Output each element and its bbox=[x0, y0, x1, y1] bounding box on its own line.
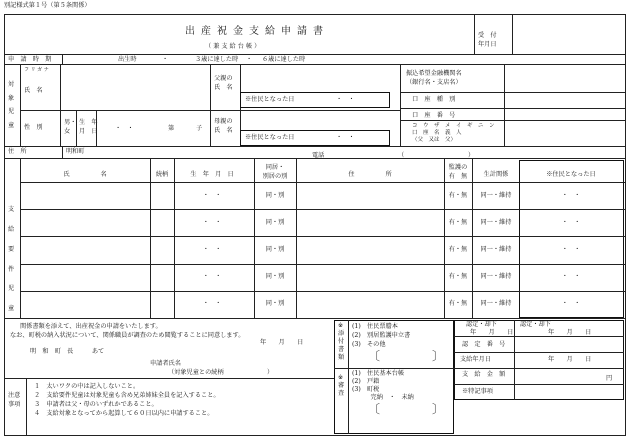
resident-date-column bbox=[519, 160, 624, 318]
row-support[interactable]: 同一・維持 bbox=[480, 273, 512, 281]
col-cohabit: 同居・ 別居の別 bbox=[262, 164, 288, 180]
form-number: 別記様式第１号（第５条関係） bbox=[4, 2, 91, 9]
review-label: ※ 審 査 bbox=[338, 374, 345, 398]
child-name-label: 氏 名 bbox=[24, 87, 43, 94]
row-cohabit[interactable]: 同・別 bbox=[265, 300, 285, 308]
special-notes-label: ※特記事項 bbox=[462, 388, 493, 395]
age6-label: ６歳に達した時 bbox=[262, 56, 306, 63]
mother-name-label: 母親の 氏 名 bbox=[214, 118, 233, 135]
declaration-text-1: 関係書類を添えて、出産祝金の申請をいたします。 bbox=[20, 323, 162, 330]
form-title: 出産祝金支給申請書 bbox=[185, 26, 329, 37]
row-support[interactable]: 同一・維持 bbox=[480, 246, 512, 253]
note-1: １ 太いワクの中は記入しないこと。 bbox=[34, 383, 140, 390]
declaration-date: 年 月 日 bbox=[260, 339, 304, 346]
bank-name-label: 振込希望金融機関名 （銀行名・支店名） bbox=[406, 70, 462, 86]
row-custody[interactable]: 有・無 bbox=[448, 300, 468, 308]
row-cohabit[interactable]: 同・別 bbox=[265, 191, 285, 199]
applicant-name-label: 申請者氏名 bbox=[150, 360, 181, 367]
row-birth: ・ ・ bbox=[202, 273, 222, 281]
row-cohabit[interactable]: 同・別 bbox=[265, 273, 285, 281]
row-support[interactable]: 同一・維持 bbox=[480, 300, 512, 308]
applicant-relation: （対象児童との続柄 ） bbox=[168, 369, 274, 376]
pay-date-label: 支給年月日 bbox=[460, 356, 491, 363]
eligible-children-label: 支 給 要 件 児 童 bbox=[8, 206, 15, 313]
row-support[interactable]: 同一・維持 bbox=[480, 191, 512, 199]
cert-no-label: 認 定 番 号 bbox=[462, 341, 506, 348]
received-date-label: 受 付 年月日 bbox=[478, 32, 497, 48]
phone-label: 電話 bbox=[312, 152, 325, 159]
row-birth: ・ ・ bbox=[202, 218, 222, 226]
row-resident: ・ ・ bbox=[561, 273, 581, 281]
notes-label: 注意 事項 bbox=[8, 392, 21, 408]
col-birth: 生 年 月 日 bbox=[190, 171, 234, 178]
row-birth: ・ ・ bbox=[202, 191, 222, 199]
row-cohabit[interactable]: 同・別 bbox=[265, 218, 285, 226]
account-number-label: 口 座 番 号 bbox=[412, 112, 456, 119]
attachments-label: ※ 添 付 書 類 bbox=[338, 322, 345, 362]
col-name: 氏 名 bbox=[63, 171, 107, 178]
col-support: 生計関係 bbox=[483, 171, 509, 178]
age3-label: ３歳に達した時 bbox=[195, 56, 239, 63]
col-custody: 監護の 有 無 bbox=[448, 164, 468, 180]
male-female-option[interactable]: 男・ 女 bbox=[64, 119, 77, 136]
form-subtitle: （兼支給台帳） bbox=[205, 43, 263, 50]
birthdate-label: 生 年 月 日 bbox=[79, 119, 98, 136]
row-custody[interactable]: 有・無 bbox=[448, 273, 468, 281]
row-custody[interactable]: 有・無 bbox=[448, 246, 468, 253]
row-support[interactable]: 同一・維持 bbox=[480, 218, 512, 226]
declaration-text-2: なお、町税の納入状況について、関係職員が調査のため閲覧することに同意します。 bbox=[10, 332, 245, 339]
note-4: ４ 支給対象となってから起算して６０日以内に申請すること。 bbox=[34, 410, 214, 417]
application-time-label: 申 請 時 期 bbox=[8, 56, 52, 63]
row-resident: ・ ・ bbox=[561, 246, 581, 253]
note-3: ３ 申請者は父・母のいずれかであること。 bbox=[34, 401, 158, 408]
row-resident: ・ ・ bbox=[561, 191, 581, 199]
account-type-label: 口 座 種 別 bbox=[412, 96, 456, 103]
father-name-label: 父親の 氏 名 bbox=[214, 75, 233, 92]
row-resident: ・ ・ bbox=[561, 218, 581, 226]
target-child-label: 対 象 児 童 bbox=[8, 81, 15, 129]
row-resident: ・ ・ bbox=[561, 300, 581, 308]
col-address: 住 所 bbox=[348, 171, 392, 178]
row-birth: ・ ・ bbox=[202, 300, 222, 308]
amount-label: 支 給 金 額 bbox=[462, 371, 506, 378]
row-custody[interactable]: 有・無 bbox=[448, 191, 468, 199]
row-cohabit[interactable]: 同・別 bbox=[265, 246, 285, 253]
birth-time-label: 出生時 bbox=[118, 56, 137, 63]
col-relation: 続柄 bbox=[155, 171, 169, 178]
row-custody[interactable]: 有・無 bbox=[448, 218, 468, 226]
account-holder-label: コ ウ ザ メ イ ギ ニ ン 口 座 名 義 人 （父 又は 父） bbox=[412, 123, 495, 143]
row-birth: ・ ・ bbox=[202, 246, 222, 253]
address-value: 明和町 bbox=[66, 148, 85, 155]
note-2: ２ 支給要件児童は対象児童も含め兄弟姉妹全員を記入すること。 bbox=[34, 392, 220, 399]
address-label: 住 所 bbox=[8, 148, 27, 155]
addressee: 明 和 町 長 あて bbox=[30, 348, 105, 355]
sex-label: 性 別 bbox=[24, 124, 43, 131]
col-resident: ※住民となった日 bbox=[546, 171, 596, 178]
